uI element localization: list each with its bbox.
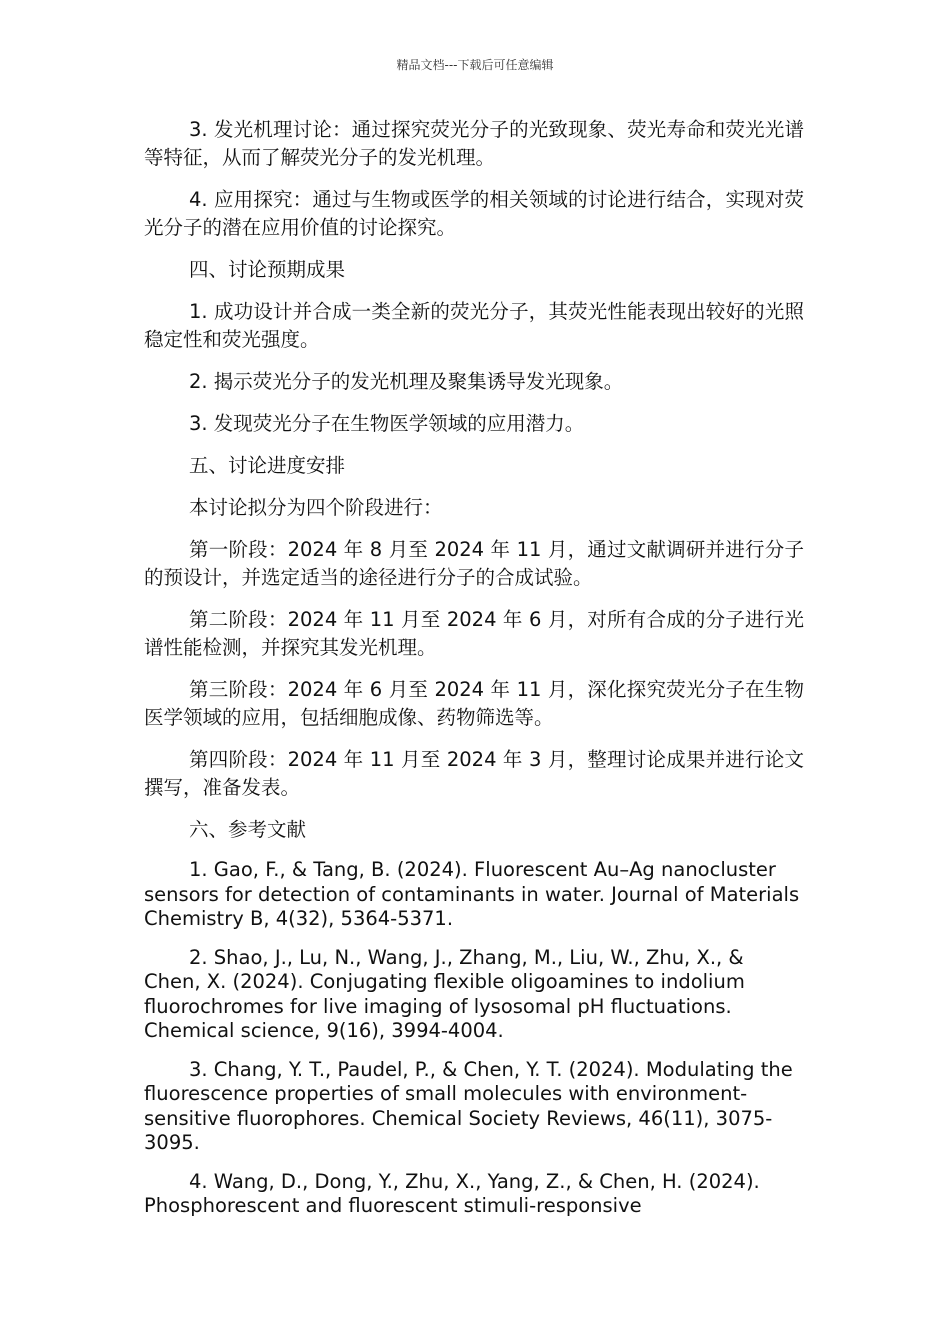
section-heading-expected-results: 四、讨论预期成果 (189, 258, 346, 281)
paragraph-result-2: 2. 揭示荧光分子的发光机理及聚集诱导发光现象。 (189, 370, 624, 393)
reference-3: 3. Chang, Y. T., Paudel, P., & Chen, Y. T. (2024). Modulating the fluorescence properties of small molecules with environment-sensitive fluorophores. Chemical Society Reviews, 46(11), 3075-3095. (144, 1057, 793, 1154)
paragraph-stage-3: 第三阶段：2024 年 6 月至 2024 年 11 月，深化探究荧光分子在生物医学领域的应用，包括细胞成像、药物筛选等。 (144, 678, 804, 729)
page-header: 精品文档---下载后可任意编辑 (396, 58, 554, 72)
document-body (144, 116, 804, 1233)
section-heading-references: 六、参考文献 (189, 818, 307, 841)
paragraph-result-3: 3. 发现荧光分子在生物医学领域的应用潜力。 (189, 412, 585, 435)
reference-4: 4. Wang, D., Dong, Y., Zhu, X., Yang, Z., & Chen, H. (2024). Phosphorescent and fluorescent stimuli-responsive (144, 1169, 760, 1217)
paragraph-application: 4. 应用探究：通过与生物或医学的相关领域的讨论进行结合，实现对荧光分子的潜在应用价值的讨论探究。 (144, 188, 804, 239)
paragraph-schedule-intro: 本讨论拟分为四个阶段进行： (189, 496, 443, 519)
paragraph-stage-4: 第四阶段：2024 年 11 月至 2024 年 3 月，整理讨论成果并进行论文撰写，准备发表。 (144, 748, 804, 799)
paragraph-stage-2: 第二阶段：2024 年 11 月至 2024 年 6 月，对所有合成的分子进行光谱性能检测，并探究其发光机理。 (144, 608, 804, 659)
paragraph-result-1: 1. 成功设计并合成一类全新的荧光分子，其荧光性能表现出较好的光照稳定性和荧光强度。 (144, 300, 804, 351)
reference-1: 1. Gao, F., & Tang, B. (2024). Fluorescent Au–Ag nanocluster sensors for detection of contaminants in water. Journal of Materials Chemistry B, 4(32), 5364-5371. (144, 858, 800, 930)
paragraph-stage-1: 第一阶段：2024 年 8 月至 2024 年 11 月，通过文献调研并进行分子的预设计，并选定适当的途径进行分子的合成试验。 (144, 538, 804, 589)
section-heading-schedule: 五、讨论进度安排 (189, 454, 346, 477)
reference-2: 2. Shao, J., Lu, N., Wang, J., Zhang, M., Liu, W., Zhu, X., & Chen, X. (2024). Conjugating flexible oligoamines to indolium fluorochromes for live imaging of lysosomal pH fluctuations. Chemical science, 9(16), 3994-4004. (144, 945, 745, 1042)
paragraph-mechanism: 3. 发光机理讨论：通过探究荧光分子的光致现象、荧光寿命和荧光光谱等特征，从而了解荧光分子的发光机理。 (144, 118, 804, 169)
